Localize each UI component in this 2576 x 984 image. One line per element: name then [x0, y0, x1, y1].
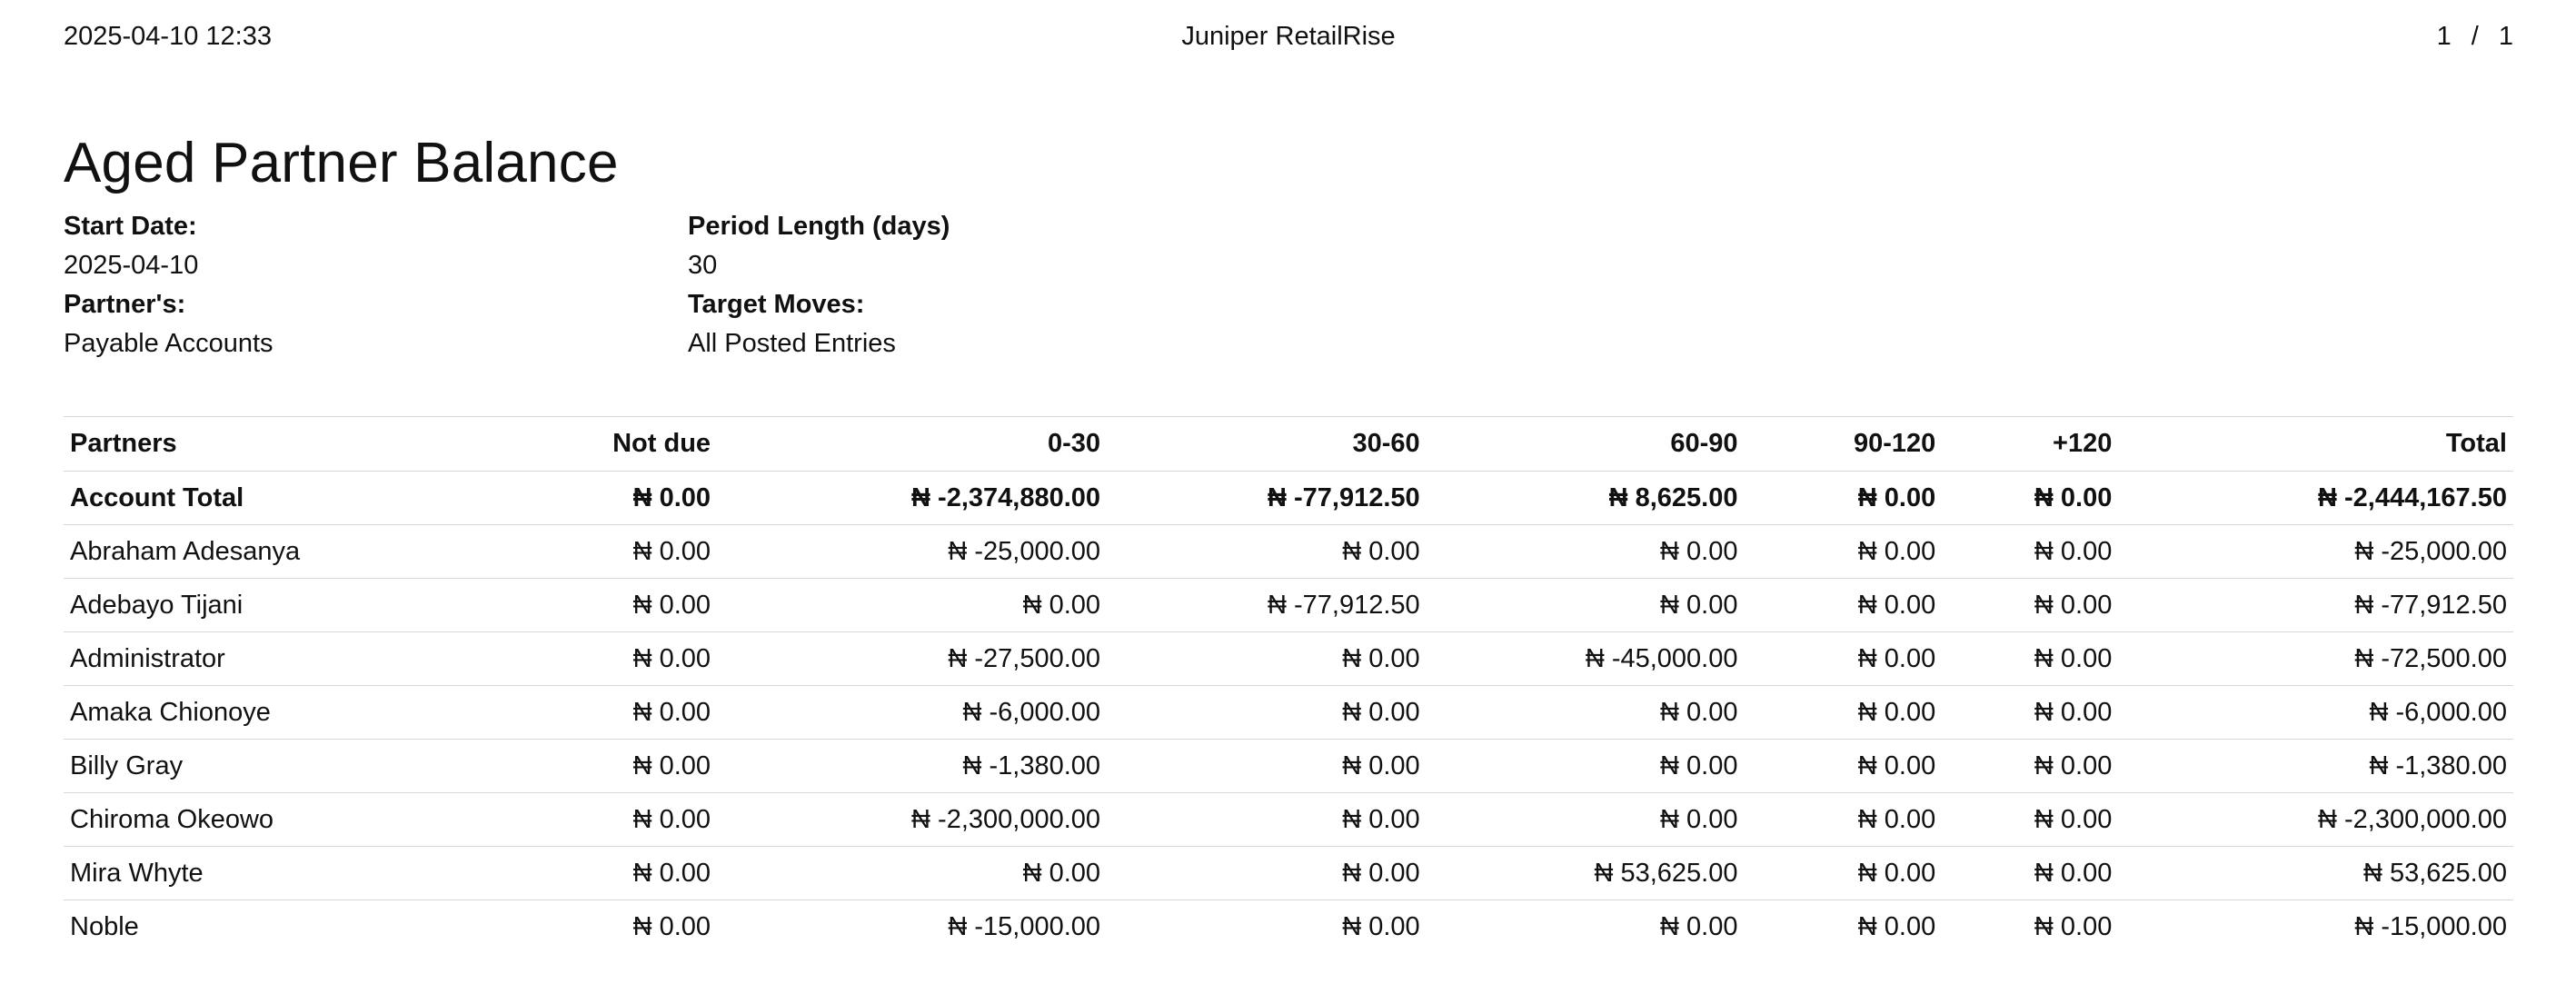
- target-moves-value: All Posted Entries: [688, 329, 896, 358]
- amount-total: ₦ 53,625.00: [2118, 847, 2513, 900]
- amount-120-plus: ₦ 0.00: [1942, 847, 2118, 900]
- amount-60-90: ₦ -45,000.00: [1427, 632, 1745, 686]
- amount-120-plus: ₦ 0.00: [1942, 793, 2118, 847]
- report-filters: [64, 207, 1063, 371]
- table-row: [64, 686, 2513, 740]
- amount-0-30: ₦ -25,000.00: [717, 525, 1107, 579]
- amount-0-30: ₦ 0.00: [717, 847, 1107, 900]
- amount-90-120: ₦ 0.00: [1744, 579, 1942, 632]
- start-date-value: 2025-04-10: [64, 251, 199, 280]
- page-number: [2437, 18, 2513, 55]
- report-datetime: 2025-04-10 12:33: [64, 22, 272, 51]
- table-body: [64, 472, 2513, 954]
- amount-30-60: ₦ 0.00: [1107, 525, 1427, 579]
- column-header-not-due: Not due: [566, 417, 717, 472]
- partner-name: Account Total: [64, 472, 566, 525]
- table-row: [64, 632, 2513, 686]
- period-length-label: Period Length (days): [688, 212, 950, 241]
- amount-90-120: ₦ 0.00: [1744, 525, 1942, 579]
- aged-balance-table: [64, 416, 2513, 953]
- amount-90-120: ₦ 0.00: [1744, 847, 1942, 900]
- amount-not-due: ₦ 0.00: [566, 579, 717, 632]
- amount-0-30: ₦ -15,000.00: [717, 900, 1107, 954]
- page-current: 1: [2436, 22, 2452, 51]
- amount-60-90: ₦ 0.00: [1427, 525, 1745, 579]
- column-header-30-60: 30-60: [1107, 417, 1427, 472]
- table-row: [64, 740, 2513, 793]
- amount-not-due: ₦ 0.00: [566, 900, 717, 954]
- column-header-0-30: 0-30: [717, 417, 1107, 472]
- table-header: [64, 417, 2513, 472]
- amount-120-plus: ₦ 0.00: [1942, 632, 2118, 686]
- table-row: [64, 847, 2513, 900]
- amount-90-120: ₦ 0.00: [1744, 686, 1942, 740]
- partner-name: Mira Whyte: [64, 847, 566, 900]
- amount-not-due: ₦ 0.00: [566, 632, 717, 686]
- amount-0-30: ₦ -27,500.00: [717, 632, 1107, 686]
- partners-filter-value: Payable Accounts: [64, 329, 274, 358]
- amount-total: ₦ -2,444,167.50: [2118, 472, 2513, 525]
- partner-name: Noble: [64, 900, 566, 954]
- amount-30-60: ₦ 0.00: [1107, 740, 1427, 793]
- amount-not-due: ₦ 0.00: [566, 472, 717, 525]
- amount-120-plus: ₦ 0.00: [1942, 686, 2118, 740]
- amount-total: ₦ -2,300,000.00: [2118, 793, 2513, 847]
- amount-total: ₦ -77,912.50: [2118, 579, 2513, 632]
- report-header: [64, 18, 2513, 55]
- amount-60-90: ₦ 0.00: [1427, 740, 1745, 793]
- table-row: [64, 579, 2513, 632]
- amount-120-plus: ₦ 0.00: [1942, 900, 2118, 954]
- amount-30-60: ₦ 0.00: [1107, 847, 1427, 900]
- amount-total: ₦ -6,000.00: [2118, 686, 2513, 740]
- amount-total: ₦ -72,500.00: [2118, 632, 2513, 686]
- company-name: Juniper RetailRise: [1181, 22, 1396, 51]
- partners-filter-label: Partner's:: [64, 290, 186, 319]
- amount-60-90: ₦ 0.00: [1427, 900, 1745, 954]
- amount-120-plus: ₦ 0.00: [1942, 525, 2118, 579]
- amount-not-due: ₦ 0.00: [566, 847, 717, 900]
- amount-30-60: ₦ -77,912.50: [1107, 472, 1427, 525]
- column-header-90-120: 90-120: [1744, 417, 1942, 472]
- amount-30-60: ₦ 0.00: [1107, 793, 1427, 847]
- amount-30-60: ₦ -77,912.50: [1107, 579, 1427, 632]
- amount-0-30: ₦ -6,000.00: [717, 686, 1107, 740]
- amount-0-30: ₦ -2,374,880.00: [717, 472, 1107, 525]
- filters-right-column: [688, 207, 1160, 363]
- partner-name: Abraham Adesanya: [64, 525, 566, 579]
- amount-120-plus: ₦ 0.00: [1942, 740, 2118, 793]
- target-moves-label: Target Moves:: [688, 290, 865, 319]
- amount-60-90: ₦ 0.00: [1427, 686, 1745, 740]
- amount-not-due: ₦ 0.00: [566, 686, 717, 740]
- amount-total: ₦ -15,000.00: [2118, 900, 2513, 954]
- amount-30-60: ₦ 0.00: [1107, 632, 1427, 686]
- amount-60-90: ₦ 53,625.00: [1427, 847, 1745, 900]
- amount-not-due: ₦ 0.00: [566, 793, 717, 847]
- partner-name: Adebayo Tijani: [64, 579, 566, 632]
- amount-total: ₦ -1,380.00: [2118, 740, 2513, 793]
- amount-not-due: ₦ 0.00: [566, 525, 717, 579]
- partner-name: Billy Gray: [64, 740, 566, 793]
- table-row: [64, 900, 2513, 954]
- column-header-60-90: 60-90: [1427, 417, 1745, 472]
- column-header-total: Total: [2118, 417, 2513, 472]
- filters-left-column: [64, 207, 536, 363]
- table-row: [64, 793, 2513, 847]
- page-title: Aged Partner Balance: [64, 131, 619, 194]
- partner-name: Administrator: [64, 632, 566, 686]
- partner-name: Amaka Chionoye: [64, 686, 566, 740]
- amount-120-plus: ₦ 0.00: [1942, 472, 2118, 525]
- amount-90-120: ₦ 0.00: [1744, 793, 1942, 847]
- amount-30-60: ₦ 0.00: [1107, 686, 1427, 740]
- amount-60-90: ₦ 0.00: [1427, 579, 1745, 632]
- amount-not-due: ₦ 0.00: [566, 740, 717, 793]
- amount-90-120: ₦ 0.00: [1744, 472, 1942, 525]
- account-total-row: [64, 472, 2513, 525]
- amount-90-120: ₦ 0.00: [1744, 632, 1942, 686]
- amount-total: ₦ -25,000.00: [2118, 525, 2513, 579]
- report-page: [64, 0, 2513, 984]
- column-header-partners: Partners: [64, 417, 566, 472]
- amount-90-120: ₦ 0.00: [1744, 900, 1942, 954]
- amount-60-90: ₦ 8,625.00: [1427, 472, 1745, 525]
- page-total: 1: [2498, 22, 2513, 51]
- page-separator: /: [2471, 22, 2479, 51]
- amount-0-30: ₦ -2,300,000.00: [717, 793, 1107, 847]
- period-length-value: 30: [688, 251, 718, 280]
- amount-60-90: ₦ 0.00: [1427, 793, 1745, 847]
- partner-name: Chiroma Okeowo: [64, 793, 566, 847]
- amount-0-30: ₦ -1,380.00: [717, 740, 1107, 793]
- amount-0-30: ₦ 0.00: [717, 579, 1107, 632]
- column-header-120-plus: +120: [1942, 417, 2118, 472]
- table-row: [64, 525, 2513, 579]
- start-date-label: Start Date:: [64, 212, 197, 241]
- amount-120-plus: ₦ 0.00: [1942, 579, 2118, 632]
- table-header-row: [64, 417, 2513, 472]
- amount-90-120: ₦ 0.00: [1744, 740, 1942, 793]
- amount-30-60: ₦ 0.00: [1107, 900, 1427, 954]
